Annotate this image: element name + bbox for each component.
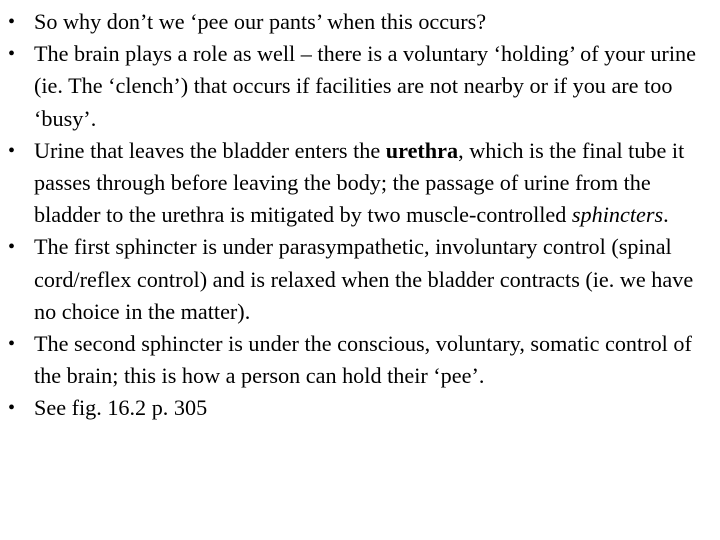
bullet-item-brain-role (8, 38, 716, 135)
urethra-term: urethra (385, 137, 459, 163)
bullet-item-figure-reference (8, 392, 716, 424)
bullet-text: So why don’t we ‘pee our pants’ when this occurs? (34, 9, 487, 34)
bullet-item-urethra (8, 135, 716, 232)
bullet-text-part: , which is the final tube it passes through before leaving the body; the passage of urine from the bladder to the urethra is mitigated by two muscle-controlled (34, 137, 685, 228)
bullet-icon: • (8, 11, 16, 33)
bullet-item-first-sphincter (8, 231, 716, 328)
bullet-icon: • (8, 397, 16, 420)
bullet-text: The second sphincter is under the conscious, voluntary, somatic control of the brain; this is how a person can hold their ‘pee’. (34, 331, 692, 389)
bullet-text-part: Urine that leaves the bladder enters the (34, 137, 386, 163)
bullet-icon: • (8, 43, 16, 66)
bullet-text: The brain plays a role as well – there is a voluntary ‘holding’ of your urine (ie. The ‘clench’) that occurs if facilities are not nearby or if you are too ‘busy’. (34, 41, 696, 131)
bullet-text-part: . (663, 202, 669, 228)
bullet-text: See fig. 16.2 p. 305 (34, 395, 208, 421)
bullet-list (8, 6, 716, 425)
bullet-icon: • (8, 139, 16, 162)
bullet-icon: • (8, 333, 16, 356)
bullet-item-pee-question (8, 6, 716, 38)
sphincters-term: sphincters (571, 202, 664, 228)
bullet-item-second-sphincter (8, 328, 716, 392)
bullet-icon: • (8, 236, 16, 259)
bullet-text: The first sphincter is under parasympathetic, involuntary control (spinal cord/reflex control) and is relaxed when the bladder contracts (ie. we have no choice in the matter). (34, 234, 694, 324)
